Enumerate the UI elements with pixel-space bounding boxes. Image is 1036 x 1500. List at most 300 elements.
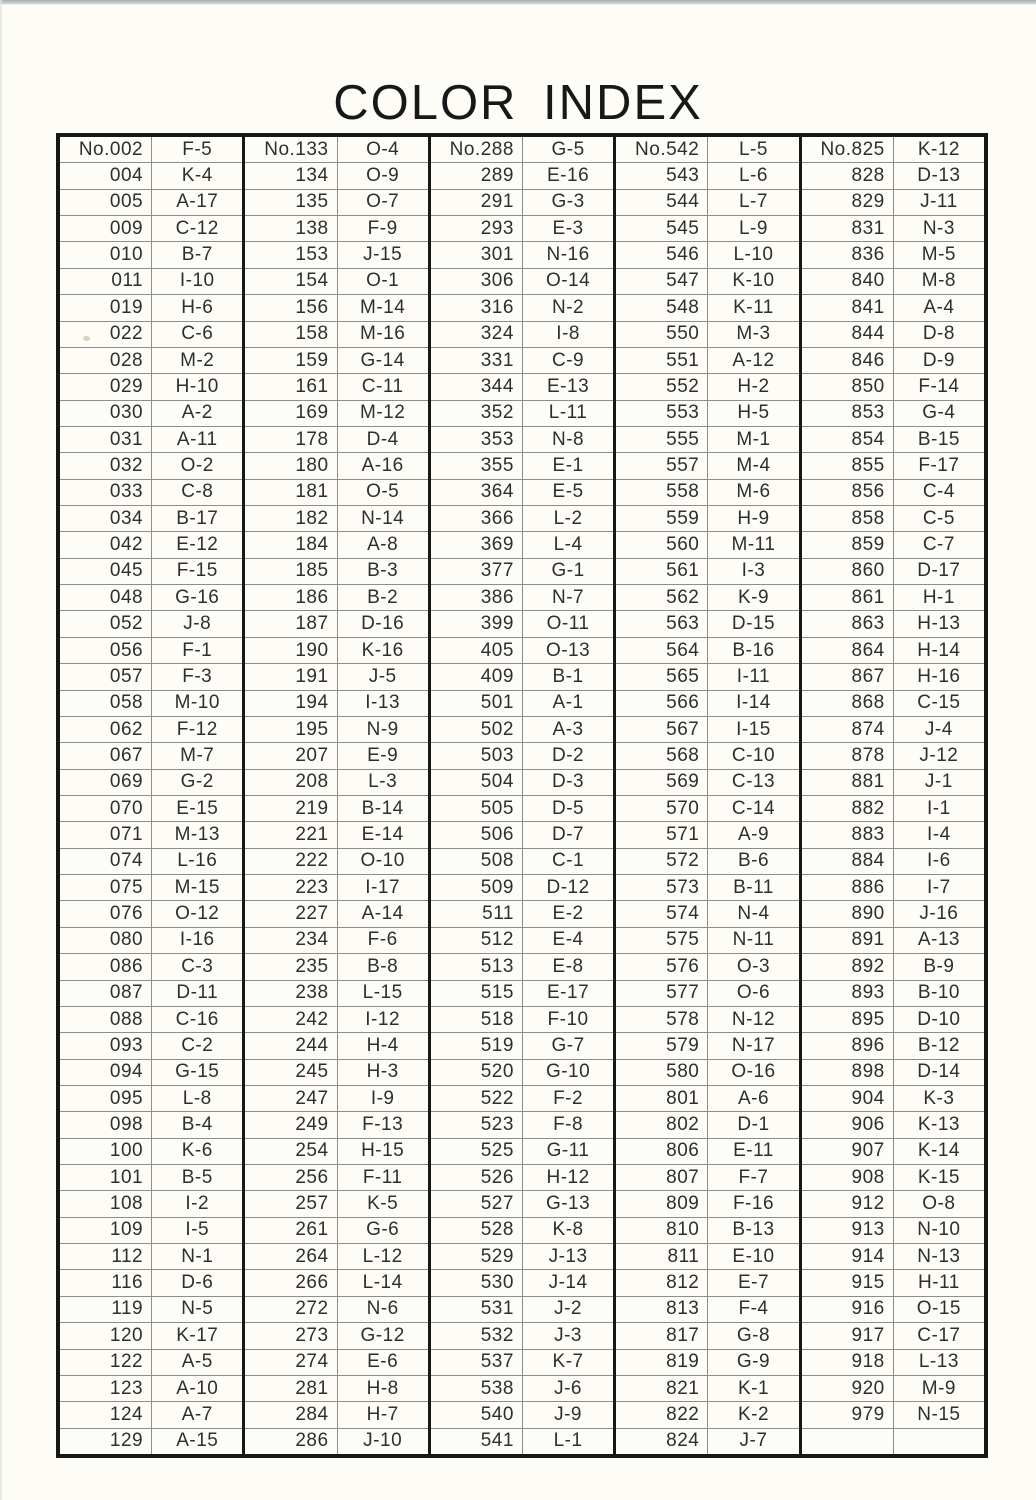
color-code-cell: N-17 — [731, 1034, 776, 1056]
color-code-cell: L-3 — [368, 771, 398, 793]
table-row — [60, 637, 242, 663]
table-row — [60, 268, 242, 294]
color-code-cell: I-4 — [927, 824, 951, 846]
table-row — [802, 189, 984, 215]
color-code-cell: O-14 — [545, 270, 591, 292]
table-row — [245, 1375, 427, 1401]
color-number-cell: 896 — [802, 1033, 894, 1058]
color-number-cell: 913 — [802, 1218, 894, 1243]
color-number-cell: 187 — [245, 611, 337, 636]
color-code-cell: I-15 — [736, 718, 771, 740]
color-code-cell: K-16 — [361, 639, 404, 661]
table-row — [616, 584, 798, 610]
color-number-cell: 546 — [616, 242, 708, 267]
color-number-cell: 917 — [802, 1323, 894, 1348]
color-code-cell: D-9 — [922, 349, 955, 371]
color-number-cell: 344 — [431, 374, 523, 399]
color-code-cell: D-8 — [922, 323, 955, 345]
color-code-cell: I-16 — [179, 929, 215, 951]
color-code-cell: C-6 — [181, 323, 214, 345]
table-row — [60, 927, 242, 953]
table-row — [431, 795, 613, 821]
table-row — [245, 558, 427, 584]
color-code-cell: H-16 — [917, 665, 961, 687]
color-number-cell: 511 — [431, 901, 523, 926]
color-number-cell: 916 — [802, 1297, 894, 1322]
color-code-cell: F-6 — [367, 929, 398, 951]
color-code-cell: I-1 — [927, 797, 951, 819]
color-code-cell: E-14 — [361, 824, 404, 846]
color-number-cell: 098 — [60, 1112, 152, 1137]
color-number-cell: 194 — [245, 691, 337, 716]
color-number-cell: 572 — [616, 849, 708, 874]
table-row — [802, 795, 984, 821]
color-number-cell: 219 — [245, 796, 337, 821]
color-code-cell: N-7 — [552, 586, 585, 608]
table-row — [802, 452, 984, 478]
table-row — [431, 953, 613, 979]
color-number-cell: 979 — [802, 1402, 894, 1427]
color-code-cell: B-14 — [361, 797, 404, 819]
table-row — [245, 241, 427, 267]
color-number-cell: 518 — [431, 1007, 523, 1032]
color-number-cell: 284 — [245, 1402, 337, 1427]
color-code-cell: N-8 — [552, 428, 585, 450]
color-code-cell: O-3 — [736, 955, 771, 977]
color-number-cell: 153 — [245, 242, 337, 267]
color-code-cell: I-7 — [927, 876, 951, 898]
color-number-cell: 552 — [616, 374, 708, 399]
color-number-cell: 138 — [245, 216, 337, 241]
color-code-cell: C-15 — [917, 692, 961, 714]
color-number-cell: 522 — [431, 1086, 523, 1111]
color-code-cell: K-4 — [181, 165, 213, 187]
color-number-cell: 867 — [802, 664, 894, 689]
table-row — [802, 663, 984, 689]
color-code-cell: N-14 — [361, 507, 405, 529]
table-row — [245, 1296, 427, 1322]
color-number-cell: 547 — [616, 269, 708, 294]
color-code-cell: F-9 — [367, 217, 398, 239]
table-row — [60, 1190, 242, 1216]
color-code-cell: H-10 — [175, 375, 219, 397]
color-number-cell: 898 — [802, 1060, 894, 1085]
table-column-group-4 — [613, 137, 798, 1454]
table-row — [616, 848, 798, 874]
color-number-cell: 119 — [60, 1297, 152, 1322]
table-row — [245, 294, 427, 320]
color-code-cell: D-6 — [181, 1272, 214, 1294]
table-row — [802, 1243, 984, 1269]
color-code-cell: A-15 — [176, 1430, 219, 1452]
color-number-cell: 181 — [245, 480, 337, 505]
color-number-cell: 101 — [60, 1165, 152, 1190]
table-row — [802, 610, 984, 636]
color-code-cell: O-1 — [366, 270, 400, 292]
color-number-cell: 817 — [616, 1323, 708, 1348]
color-code-cell: F-3 — [182, 665, 213, 687]
color-code-cell: K-8 — [552, 1219, 584, 1241]
table-row — [60, 821, 242, 847]
color-number-cell: 506 — [431, 822, 523, 847]
color-number-cell: 569 — [616, 770, 708, 795]
table-row — [431, 321, 613, 347]
color-number-cell: 859 — [802, 532, 894, 557]
color-number-cell: 892 — [802, 954, 894, 979]
color-code-cell: O-2 — [180, 454, 214, 476]
table-column-group-1 — [60, 137, 242, 1454]
color-number-cell: 266 — [245, 1270, 337, 1295]
color-code-cell: M-2 — [180, 349, 215, 371]
color-code-cell: H-8 — [366, 1377, 399, 1399]
table-row — [245, 479, 427, 505]
color-number-cell: 841 — [802, 295, 894, 320]
table-row — [802, 1085, 984, 1111]
table-row — [245, 637, 427, 663]
color-code-cell: I-2 — [185, 1193, 210, 1215]
color-number-cell: 555 — [616, 427, 708, 452]
table-row — [802, 1138, 984, 1164]
color-number-cell: 261 — [245, 1218, 337, 1243]
table-row — [431, 373, 613, 399]
color-number-cell: 069 — [60, 770, 152, 795]
table-row — [245, 1269, 427, 1295]
color-number-cell: 502 — [431, 717, 523, 742]
color-number-cell: 223 — [245, 875, 337, 900]
color-code-cell: A-16 — [361, 454, 404, 476]
table-row — [616, 769, 798, 795]
color-code-cell: D-14 — [917, 1061, 961, 1083]
color-code-cell: I-13 — [365, 692, 401, 714]
color-number-cell: 005 — [60, 190, 152, 215]
table-row — [431, 1138, 613, 1164]
color-number-cell: 124 — [60, 1402, 152, 1427]
color-number-cell: 503 — [431, 743, 523, 768]
table-row — [616, 663, 798, 689]
table-row — [802, 1375, 984, 1401]
table-row — [60, 795, 242, 821]
color-code-cell: C-17 — [917, 1324, 961, 1346]
color-number-cell: 019 — [60, 295, 152, 320]
table-row — [60, 1375, 242, 1401]
color-code-cell: C-1 — [552, 850, 585, 872]
color-number-cell: 273 — [245, 1323, 337, 1348]
table-row — [245, 268, 427, 294]
color-number-cell: 824 — [616, 1429, 708, 1454]
color-code-cell: D-3 — [552, 771, 585, 793]
color-code-cell: H-12 — [546, 1166, 590, 1188]
color-number-cell: 812 — [616, 1270, 708, 1295]
color-code-cell: M-14 — [360, 296, 406, 318]
color-number-cell: 558 — [616, 480, 708, 505]
color-code-cell: E-5 — [552, 481, 584, 503]
color-number-cell: 802 — [616, 1112, 708, 1137]
color-number-cell: 821 — [616, 1376, 708, 1401]
table-row — [616, 1164, 798, 1190]
color-code-cell: H-3 — [366, 1061, 399, 1083]
table-row — [60, 241, 242, 267]
color-code-cell: A-11 — [176, 428, 218, 450]
color-number-cell: 505 — [431, 796, 523, 821]
color-number-cell: 564 — [616, 638, 708, 663]
table-row — [431, 1111, 613, 1137]
color-number-cell: 811 — [616, 1244, 708, 1269]
table-row — [802, 531, 984, 557]
color-code-cell: F-2 — [553, 1087, 584, 1109]
color-code-cell: H-6 — [181, 296, 214, 318]
table-row — [60, 426, 242, 452]
color-number-cell: 095 — [60, 1086, 152, 1111]
color-code-cell: O-9 — [366, 165, 400, 187]
color-number-cell: No.542 — [616, 137, 708, 162]
table-row — [245, 1059, 427, 1085]
color-number-cell: 034 — [60, 506, 152, 531]
table-row — [60, 189, 242, 215]
color-number-cell: 906 — [802, 1112, 894, 1137]
table-row — [245, 1032, 427, 1058]
color-number-cell: 244 — [245, 1033, 337, 1058]
color-number-cell: 907 — [802, 1139, 894, 1164]
color-code-cell: M-6 — [736, 481, 771, 503]
color-code-cell: F-12 — [176, 718, 218, 740]
color-number-cell: 575 — [616, 928, 708, 953]
table-row — [60, 321, 242, 347]
color-code-cell: J-11 — [920, 191, 958, 213]
color-code-cell: M-7 — [180, 744, 215, 766]
table-row — [802, 1349, 984, 1375]
table-row — [431, 1401, 613, 1427]
color-number-cell: 855 — [802, 453, 894, 478]
color-number-cell: 571 — [616, 822, 708, 847]
table-row — [245, 1190, 427, 1216]
color-code-cell: J-5 — [368, 665, 397, 687]
color-code-cell: K-11 — [733, 296, 774, 318]
color-number-cell: 409 — [431, 664, 523, 689]
color-code-cell: J-7 — [739, 1430, 768, 1452]
color-code-cell: J-4 — [924, 718, 953, 740]
color-code-cell: L-13 — [918, 1351, 959, 1373]
color-number-cell: 525 — [431, 1139, 523, 1164]
table-row — [60, 874, 242, 900]
table-row — [431, 268, 613, 294]
table-row — [802, 927, 984, 953]
color-code-cell: O-8 — [922, 1193, 956, 1215]
color-number-cell: 272 — [245, 1297, 337, 1322]
color-code-cell: J-6 — [554, 1377, 583, 1399]
color-number-cell: 158 — [245, 322, 337, 347]
color-code-cell: I-17 — [365, 876, 401, 898]
color-number-cell: No.288 — [431, 137, 523, 162]
color-number-cell: 579 — [616, 1033, 708, 1058]
color-code-cell: J-15 — [363, 244, 403, 266]
color-code-cell: L-6 — [738, 165, 768, 187]
color-number-cell: 829 — [802, 190, 894, 215]
color-code-cell: C-16 — [175, 1008, 219, 1030]
color-number-cell: 156 — [245, 295, 337, 320]
color-number-cell: 004 — [60, 163, 152, 188]
table-row — [431, 742, 613, 768]
color-number-cell: 086 — [60, 954, 152, 979]
color-code-cell: A-1 — [552, 692, 584, 714]
table-row — [245, 1349, 427, 1375]
color-code-cell: G-8 — [736, 1324, 771, 1346]
table-row — [245, 821, 427, 847]
table-row — [245, 742, 427, 768]
table-row — [245, 162, 427, 188]
color-number-cell: 914 — [802, 1244, 894, 1269]
color-number-cell: 182 — [245, 506, 337, 531]
table-row — [802, 637, 984, 663]
color-number-cell: 045 — [60, 559, 152, 584]
color-code-cell: G-15 — [175, 1061, 220, 1083]
table-row — [60, 294, 242, 320]
color-code-cell: C-10 — [731, 744, 776, 766]
table-row — [616, 426, 798, 452]
color-code-cell: C-12 — [175, 217, 219, 239]
color-number-cell: 306 — [431, 269, 523, 294]
color-number-cell: 529 — [431, 1244, 523, 1269]
table-row — [431, 1243, 613, 1269]
color-code-cell: M-4 — [736, 454, 771, 476]
color-number-cell: 527 — [431, 1191, 523, 1216]
color-number-cell: 562 — [616, 585, 708, 610]
color-number-cell: 561 — [616, 559, 708, 584]
table-row — [616, 1322, 798, 1348]
color-number-cell: 541 — [431, 1429, 523, 1454]
table-row — [60, 1322, 242, 1348]
table-row — [60, 769, 242, 795]
table-row — [245, 927, 427, 953]
color-code-cell: K-13 — [917, 1113, 960, 1135]
table-row — [245, 980, 427, 1006]
color-code-cell: N-4 — [737, 903, 770, 925]
color-code-cell: B-6 — [737, 850, 770, 872]
color-number-cell: 850 — [802, 374, 894, 399]
color-code-cell: O-11 — [546, 613, 590, 635]
color-number-cell: 545 — [616, 216, 708, 241]
color-code-cell: M-8 — [921, 270, 956, 292]
color-code-cell: B-9 — [923, 955, 955, 977]
color-code-cell: A-12 — [732, 349, 775, 371]
table-row — [245, 400, 427, 426]
table-row — [431, 1085, 613, 1111]
color-number-cell: 377 — [431, 559, 523, 584]
color-code-cell: A-6 — [737, 1087, 770, 1109]
table-row — [60, 1138, 242, 1164]
table-row — [616, 1059, 798, 1085]
color-code-cell: G-2 — [180, 771, 214, 793]
color-number-cell: 895 — [802, 1007, 894, 1032]
color-number-cell: 813 — [616, 1297, 708, 1322]
color-code-cell: O-5 — [366, 481, 400, 503]
table-row — [60, 162, 242, 188]
table-row — [802, 1217, 984, 1243]
table-row — [60, 1111, 242, 1137]
color-number-cell: 048 — [60, 585, 152, 610]
color-number-cell: 301 — [431, 242, 523, 267]
color-number-cell: 908 — [802, 1165, 894, 1190]
table-row — [802, 1032, 984, 1058]
color-code-cell: G-16 — [175, 586, 220, 608]
color-number-cell: 553 — [616, 401, 708, 426]
table-row — [60, 1006, 242, 1032]
color-number-cell: 523 — [431, 1112, 523, 1137]
color-code-cell: E-13 — [547, 375, 590, 397]
color-code-cell: H-2 — [737, 375, 770, 397]
table-row — [431, 505, 613, 531]
table-row — [431, 558, 613, 584]
color-code-cell: L-14 — [362, 1272, 403, 1294]
color-code-cell: A-2 — [181, 402, 213, 424]
color-code-cell: A-13 — [917, 929, 960, 951]
color-code-cell: F-7 — [738, 1166, 769, 1188]
table-row — [616, 558, 798, 584]
color-number-cell: 882 — [802, 796, 894, 821]
table-row — [60, 373, 242, 399]
table-row — [431, 1296, 613, 1322]
table-column-group-3 — [428, 137, 613, 1454]
color-code-cell: N-12 — [731, 1008, 776, 1030]
table-row — [616, 1032, 798, 1058]
color-number-cell: 289 — [431, 163, 523, 188]
color-number-cell: 920 — [802, 1376, 894, 1401]
color-number-cell: 574 — [616, 901, 708, 926]
color-code-cell: H-15 — [361, 1140, 405, 1162]
table-row — [431, 452, 613, 478]
color-code-cell: K-3 — [923, 1087, 955, 1109]
table-row — [245, 1322, 427, 1348]
color-code-cell: J-12 — [919, 744, 959, 766]
color-code-cell: E-10 — [732, 1245, 775, 1267]
color-code-cell: M-12 — [360, 402, 406, 424]
color-code-cell: O-4 — [366, 138, 400, 160]
color-number-cell: 178 — [245, 427, 337, 452]
table-row — [802, 1428, 984, 1454]
table-row — [245, 347, 427, 373]
table-row — [431, 1190, 613, 1216]
table-row — [431, 1428, 613, 1454]
table-row — [431, 874, 613, 900]
color-code-cell: L-4 — [553, 534, 583, 556]
color-code-cell: J-16 — [919, 903, 959, 925]
table-row — [616, 1428, 798, 1454]
color-number-cell: 184 — [245, 532, 337, 557]
table-row — [245, 848, 427, 874]
table-row — [431, 663, 613, 689]
color-code-cell: E-8 — [552, 955, 584, 977]
table-row — [802, 1164, 984, 1190]
color-number-cell: 159 — [245, 348, 337, 373]
color-code-cell: C-7 — [922, 534, 955, 556]
table-row — [245, 1164, 427, 1190]
table-row — [60, 1085, 242, 1111]
color-code-cell: B-17 — [176, 507, 219, 529]
color-code-cell: J-14 — [548, 1272, 588, 1294]
table-row — [802, 373, 984, 399]
color-number-cell: 030 — [60, 401, 152, 426]
table-row — [802, 1401, 984, 1427]
color-code-cell: N-1 — [181, 1245, 214, 1267]
color-number-cell: 566 — [616, 691, 708, 716]
color-number-cell: 249 — [245, 1112, 337, 1137]
color-code-cell: M-3 — [736, 323, 771, 345]
color-number-cell: 208 — [245, 770, 337, 795]
table-row — [616, 1349, 798, 1375]
color-number-cell: 890 — [802, 901, 894, 926]
color-number-cell: 501 — [431, 691, 523, 716]
table-row — [245, 900, 427, 926]
color-number-cell: 094 — [60, 1060, 152, 1085]
